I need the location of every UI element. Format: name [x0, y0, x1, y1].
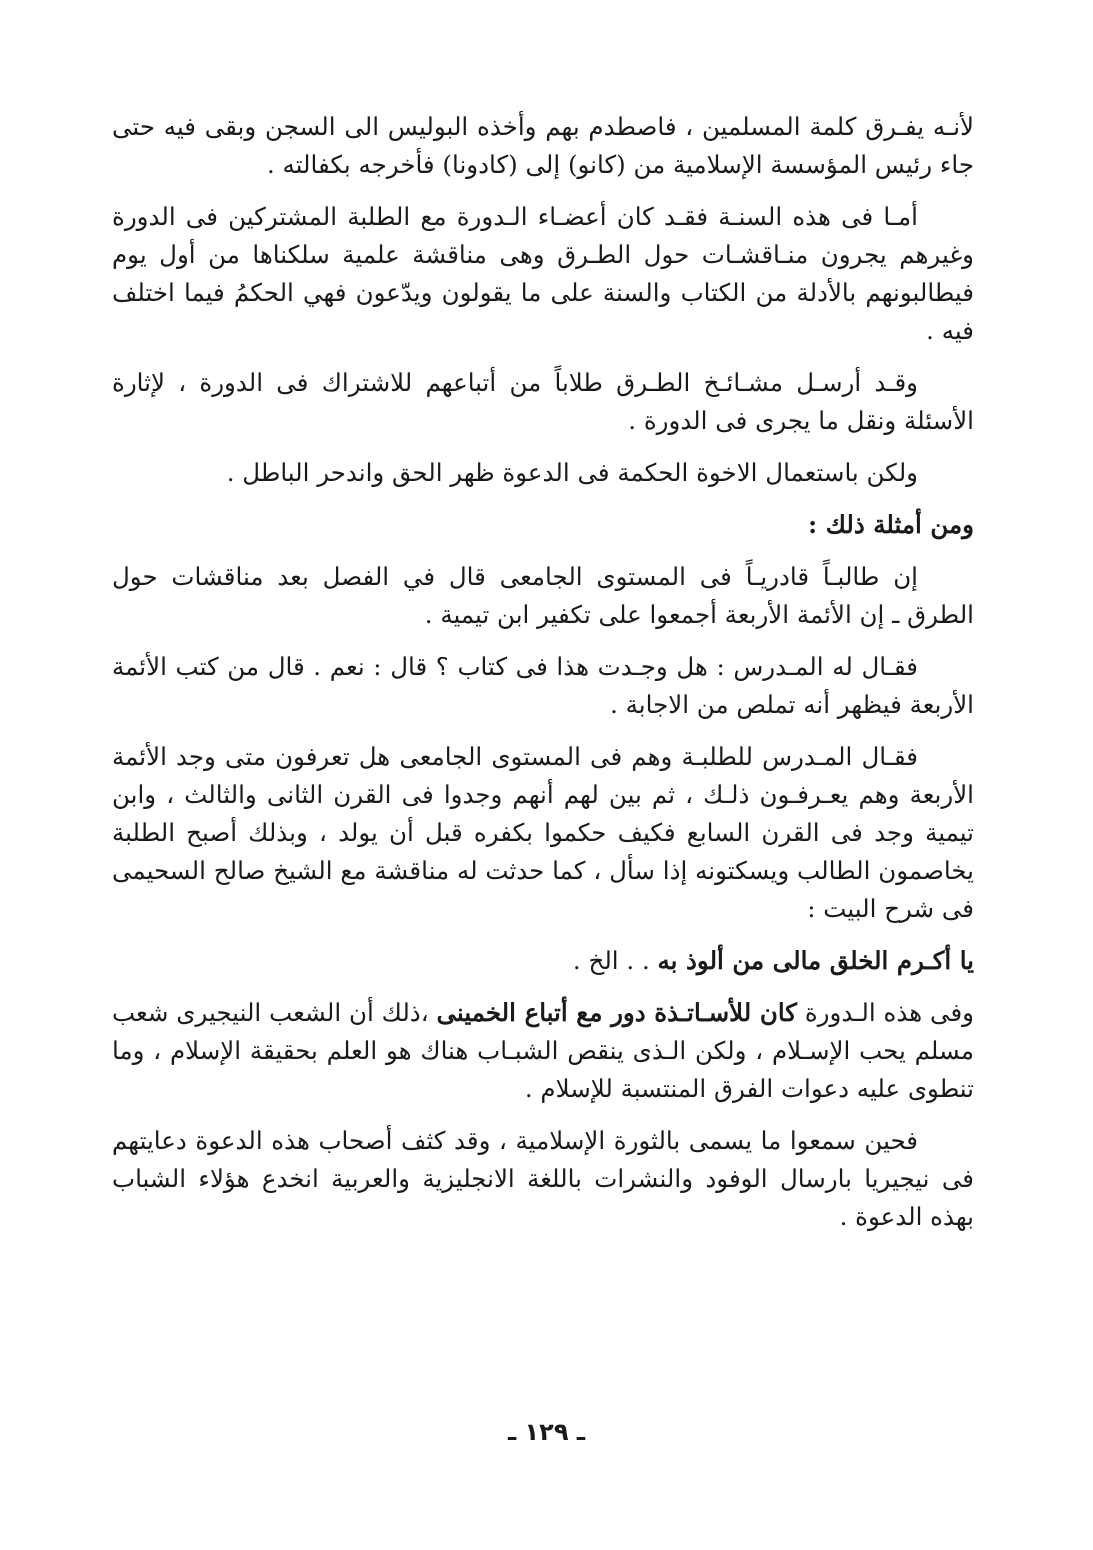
paragraph-3: وقـد أرسـل مشـائـخ الطـرق طلاباً من أتباعهم للاشتراك فى الدورة ، لإثارة الأسئلة ونقل ما يجرى فى الدورة .: [112, 368, 974, 435]
verse-rest: . . الخ .: [572, 946, 658, 975]
page-number: ـ ١٢٩ ـ: [507, 1418, 586, 1446]
paragraph-9: فحين سمعوا ما يسمى بالثورة الإسلامية ، وقد كثف أصحاب هذه الدعوة دعايتهم فى نيجيريا بارسال الوفود والنشرات باللغة الانجليزية والعربية انخدع هؤلاء الشباب بهذه الدعوة .: [112, 1126, 974, 1231]
paragraph-8-after: ،ذلك أن الشعب النيجيرى شعب مسلم يحب الإسـلام ، ولكن الـذى ينقص الشبـاب هناك هو العلم بحقيقة الإسلام ، وما تنطوى عليه دعوات الفرق المنتسبة للإسلام .: [112, 998, 974, 1103]
page-body: [112, 108, 974, 1250]
paragraph-4: ولكن باستعمال الاخوة الحكمة فى الدعوة ظهر الحق واندحر الباطل .: [226, 458, 918, 487]
paragraph-8: [112, 994, 974, 1108]
paragraph-1: لأنـه يفـرق كلمة المسلمين ، فاصطدم بهم وأخذه البوليس الى السجن وبقى فيه حتى جاء رئيس المؤسسة الإسلامية من (كانو) إلى (كادونا) فأخرجه بكفالته .: [112, 112, 974, 179]
paragraph-8-before: وفى هذه الـدورة: [796, 998, 974, 1027]
paragraph-5: إن طالبـاً قادريـاً فى المستوى الجامعى قال في الفصل بعد مناقشات حول الطرق ـ إن الأئمة الأربعة أجمعوا على تكفير ابن تيمية .: [112, 562, 974, 629]
verse-bold: يا أكـرم الخلق مالى من ألوذ به: [657, 946, 974, 975]
paragraph-7: فقـال المـدرس للطلبـة وهم فى المستوى الجامعى هل تعرفون متى وجد الأئمة الأربعة وهم يعـرفـون ذلـك ، ثم بين لهم أنهم وجدوا فى القرن الثانى والثالث ، وابن تيمية وجد فى القرن السابع فكيف حكموا بكفره قبل أن يولد ، وبذلك أصبح الطلبة يخاصمون الطالب ويسكتونه إذا سأل ، كما حدثت له مناقشة مع الشيخ صالح السحيمى فى شرح البيت :: [112, 742, 974, 923]
paragraph-8-bold: كان للأسـاتـذة دور مع أتباع الخمينى: [436, 998, 797, 1027]
paragraph-2: أمـا فى هذه السنـة فقـد كان أعضـاء الـدورة مع الطلبة المشتركين فى الدورة وغيرهم يجرون منـاقشـات حول الطـرق وهى مناقشة علمية سلكناها من أول يوم فيطالبونهم بالأدلة من الكتاب والسنة على ما يقولون ويدّعون فهي الحكمُ فيما اختلف فيه .: [112, 202, 974, 345]
paragraph-6: فقـال له المـدرس : هل وجـدت هذا فى كتاب ؟ قال : نعم . قال من كتب الأئمة الأربعة فيظهر أنه تملص من الاجابة .: [112, 652, 974, 719]
examples-heading: ومن أمثلة ذلك :: [808, 510, 974, 539]
verse-line: [112, 942, 974, 980]
